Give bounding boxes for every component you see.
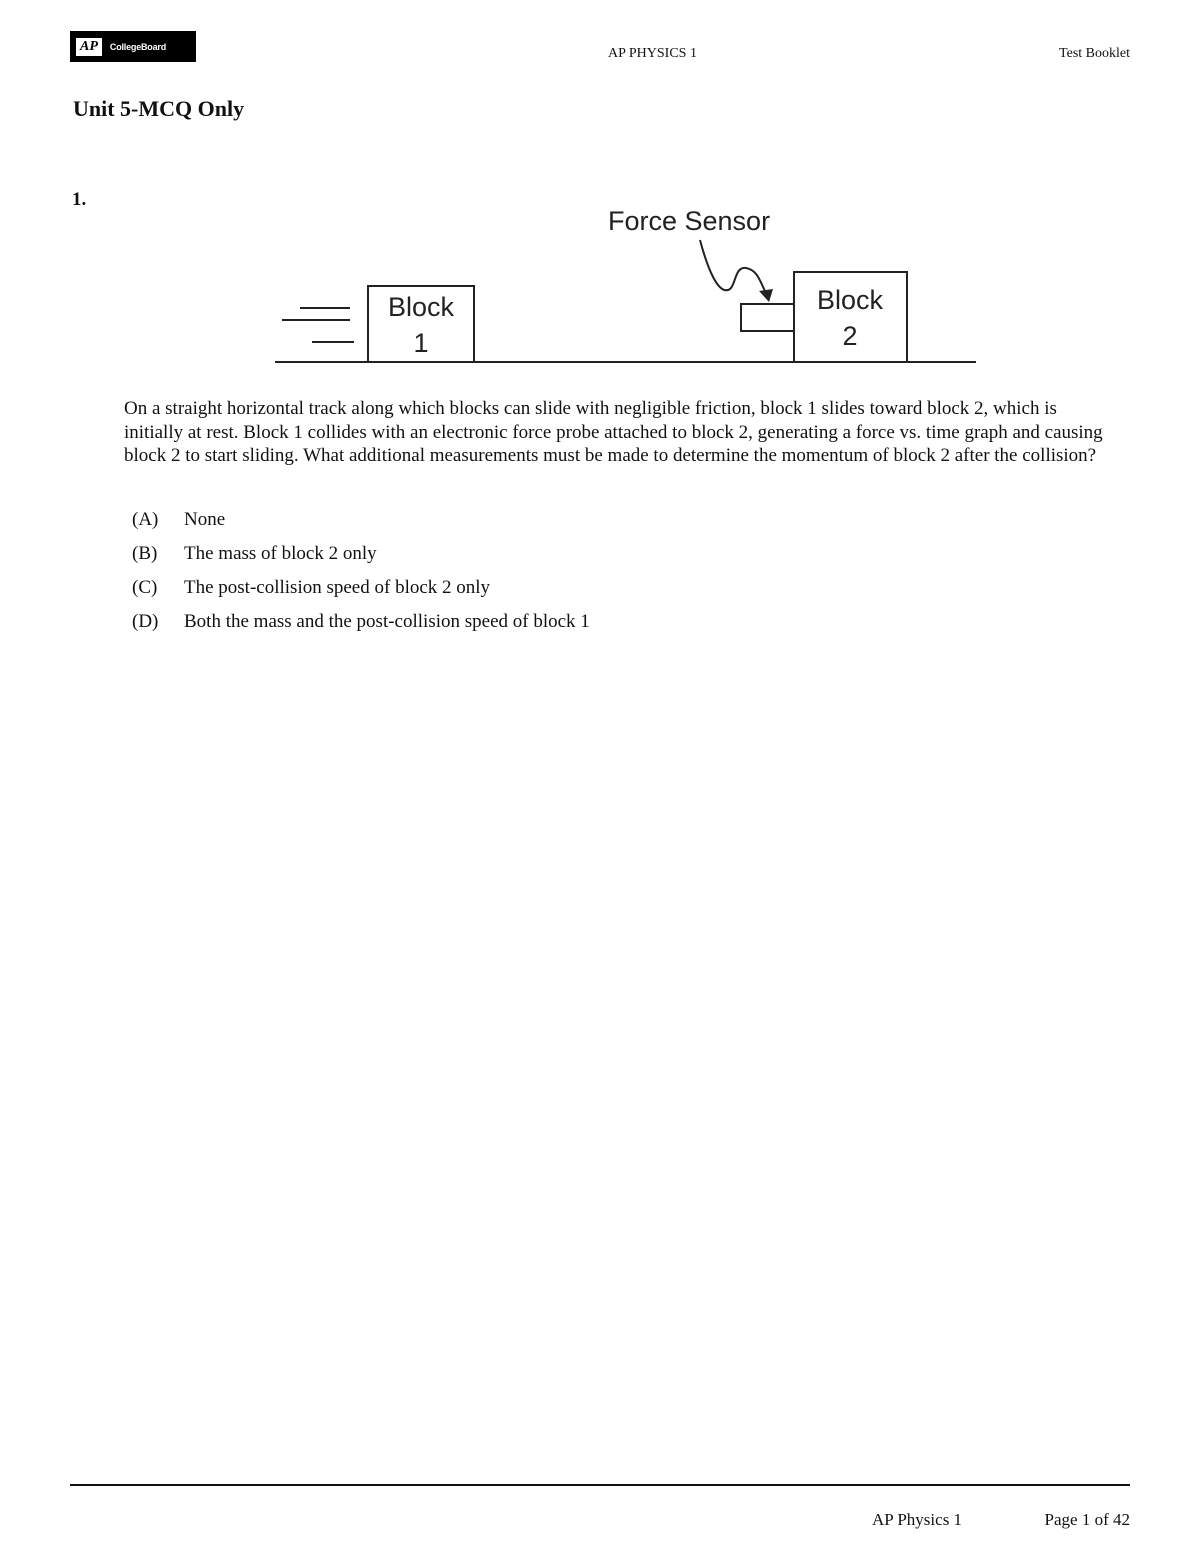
- unit-title: Unit 5-MCQ Only: [73, 96, 245, 121]
- answer-choices: [132, 503, 590, 639]
- choice-letter: (D): [132, 611, 159, 632]
- choice-text: The mass of block 2 only: [184, 543, 377, 564]
- choice-letter: (B): [132, 543, 158, 564]
- force-sensor-label: Force Sensor: [608, 206, 771, 236]
- footer-page-number: Page 1 of 42: [1044, 1510, 1130, 1529]
- choice-b: [132, 537, 590, 571]
- header-right-title: Test Booklet: [1059, 46, 1130, 61]
- block-2-label-line1: Block: [816, 285, 884, 315]
- footer-course-name: AP Physics 1: [872, 1510, 963, 1529]
- choice-d: [132, 605, 590, 639]
- question-stem: On a straight horizontal track along which blocks can slide with negligible friction, block 1 slides toward block 2, which is initially at rest. Block 1 collides with an electronic force probe attached to block 2, generating a force vs. time graph and causing block 2 to start sliding. What additional measurements must be made to determine the momentum of block 2 after the collision?: [124, 398, 1103, 466]
- header-center-title: AP PHYSICS 1: [608, 46, 697, 61]
- choice-text: The post-collision speed of block 2 only: [184, 577, 491, 598]
- choice-text: None: [184, 509, 226, 530]
- choice-letter: (A): [132, 509, 159, 530]
- block-1-label-line2: 1: [413, 328, 429, 358]
- question-number: 1.: [72, 189, 87, 210]
- sensor-pointer-arrow: [700, 240, 767, 295]
- collision-diagram: [270, 198, 980, 368]
- footer-divider: [70, 1484, 1130, 1486]
- logo-ap-mark: AP: [76, 38, 102, 56]
- choice-a: [132, 503, 590, 537]
- motion-lines: [282, 308, 354, 342]
- logo-collegeboard-wordmark: CollegeBoard: [109, 41, 166, 52]
- choice-text: Both the mass and the post-collision speed of block 1: [184, 611, 590, 632]
- block-1-label-line1: Block: [387, 292, 455, 322]
- block-2-label-line2: 2: [842, 321, 858, 351]
- choice-c: [132, 571, 590, 605]
- force-probe: [741, 304, 794, 331]
- sensor-arrowhead: [759, 289, 773, 302]
- choice-letter: (C): [132, 577, 158, 598]
